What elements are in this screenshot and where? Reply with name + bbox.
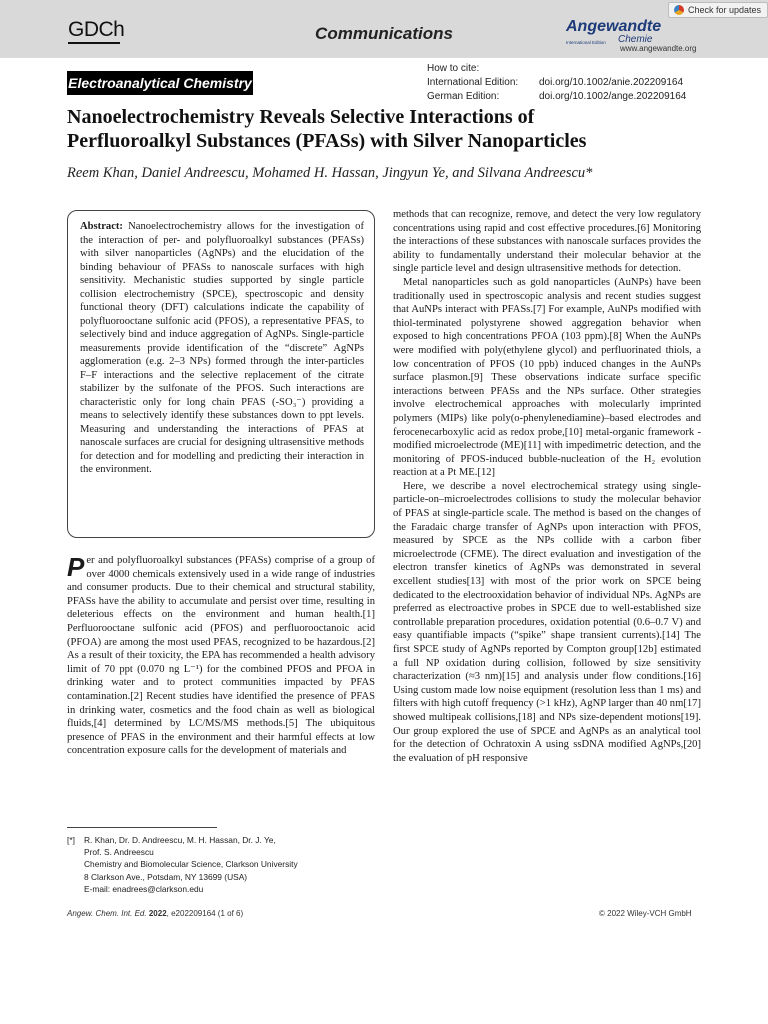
title-line-1: Nanoelectrochemistry Reveals Selective Interactions of bbox=[67, 106, 535, 128]
abstract-text: Nanoelectrochemistry allows for the investigation of the interaction of per- and polyfluoroalkyl substances (PFASs) with silver nanoparticles (AgNPs) and the elucidation of the binding behaviour of PFASs to nanoscale surfaces with high sensitivity. Mechanistic studies supported by single particle collision electrochemistry (SPCE), spectroscopic and density functional theory (DFT) calculations indicate the capability of polyfluorooctane sulfonic acid (PFOS), a representative PFAS, to selectively bind and induce aggregation of AgNPs. Single-particle measurements provide identification of the “discrete” AgNPs agglomeration (e.g. 2–3 NPs) formed through the inter-particles F–F interactions and the selective replacement of the citrate stabilizer by the sulfonate of the PFOS. Such interactions are characteristic only for long chain PFAS (-SO₃⁻) providing a means to selectively identify these substances down to ppt levels. Measuring and understanding the interactions of PFAS at nanoscale surfaces are crucial for designing ultrasensitive methods for detection and for modelling and predicting their interaction in the environment. bbox=[80, 221, 364, 475]
abstract-label: Abstract: bbox=[80, 221, 123, 232]
page-footer-citation: Angew. Chem. Int. Ed. 2022, e202209164 (1 of 6) bbox=[67, 909, 244, 918]
how-to-cite bbox=[427, 62, 686, 104]
check-updates-label: Check for updates bbox=[688, 5, 762, 15]
author-list: Reem Khan, Daniel Andreescu, Mohamed H. Hassan, Jingyun Ye, and Silvana Andreescu* bbox=[67, 165, 593, 181]
body-left-column bbox=[67, 554, 375, 758]
affiliation-footnote bbox=[67, 834, 375, 895]
article-title bbox=[67, 105, 707, 153]
check-for-updates-button[interactable] bbox=[668, 2, 768, 18]
footnote-divider bbox=[67, 827, 217, 828]
category-banner: Electroanalytical Chemistry bbox=[67, 71, 253, 95]
cite-german-label: German Edition: bbox=[427, 91, 500, 102]
angewandte-logo bbox=[566, 18, 711, 56]
cite-international-label: International Edition: bbox=[427, 77, 519, 88]
journal-url: www.angewandte.org bbox=[620, 44, 697, 53]
title-line-2: Perfluoroalkyl Substances (PFASs) with Silver Nanoparticles bbox=[67, 130, 587, 152]
cite-heading: How to cite: bbox=[427, 63, 480, 74]
body-paragraph: Metal nanoparticles such as gold nanoparticles (AuNPs) have been traditionally used in spectroscopic analysis and recent studies suggest that AuNPs interact with PFASs.[7] For example, AuNPs modified with thiol-terminated polystyrene showed aggregation behavior when exposed to high concentrations PFOA (103 ppm).[8] When the AuNPs were modified with poly(ethylene glycol) and perfluorinated thiols, a low concentration of PFOS (10 ppb) induced changes in the AuNPs surface plasmon.[9] These observations indicate surface specific interactions between PFASs and the NPs surface. Other strategies involve electrochemical approaches with molecularly imprinted polymers (MIPs) like poly(o-phenylenediamine)–based electrodes and ferocenecarboxylic acid as redox probe,[10] metal-organic framework -modified microelectrode (ME)[11] with impedimetric detection, and the monitoring of PFOS-induced bubble-nucleation of the H₂ evolution reaction at a Pt ME.[12] bbox=[393, 276, 701, 479]
abstract-box bbox=[67, 210, 375, 538]
footnote-line-2: Prof. S. Andreescu bbox=[84, 847, 154, 858]
footer-article-id: e202209164 (1 of 6) bbox=[171, 909, 244, 918]
logo-edition-text: International Edition bbox=[566, 40, 606, 45]
cite-international bbox=[427, 76, 686, 90]
body-right-column bbox=[393, 208, 701, 765]
logo-main-text: Angewandte bbox=[566, 18, 662, 35]
footer-journal: Angew. Chem. Int. Ed. bbox=[67, 909, 147, 918]
cite-german bbox=[427, 90, 686, 104]
footnote-email[interactable]: E-mail: enadrees@clarkson.edu bbox=[84, 883, 204, 894]
body-left-text: er and polyfluoroalkyl substances (PFASs) comprise of a group of over 4000 chemicals extensively used in a wide range of industries and consumer products. Due to their chemical and structural stability, PFASs have the ability to accumulate and persist over time, resulting in deleterious effects on the environment and human health.[1] Perfluorooctane sulfonic acid (PFOS) and perfluorooctanoic acid (PFOA) are among the most used PFAS, recognized to be hazardous.[2] As a result of their toxicity, the EPA has recommended a health advisory limit of 70 ppt (0.070 ng L⁻¹) for the combined PFOS and PFOA in drinking water and to protect communities impacted by PFAS contamination.[2] Recent studies have identified the presence of PFAS in drinking water, cosmetics and the food chain as well as biological fluids,[4] determined by LC/MS/MS methods.[5] The ubiquitous presence of PFAS in the environment and their harmful effects at low concentration exposure calls for the development of materials and bbox=[67, 555, 375, 757]
logo-chemie-text: Chemie bbox=[618, 34, 653, 45]
body-paragraph: methods that can recognize, remove, and detect the very low regulatory concentrations using rapid and cost effective procedures.[6] Monitoring the interactions of these substances with nanoscale surfaces provides the ability to fundamentally understand their molecular behavior at the single particle level and design ultrasensitive methods for detection. bbox=[393, 209, 701, 275]
journal-header bbox=[0, 0, 768, 58]
footnote-line-3: Chemistry and Biomolecular Science, Clarkson University bbox=[84, 859, 298, 870]
footnote-line-1: R. Khan, Dr. D. Andreescu, M. H. Hassan, Dr. J. Ye, bbox=[84, 835, 276, 845]
crossmark-icon bbox=[674, 5, 684, 15]
footer-year: 2022 bbox=[148, 909, 167, 918]
cite-international-doi[interactable]: doi.org/10.1002/anie.202209164 bbox=[539, 77, 684, 88]
footnote-line-4: 8 Clarkson Ave., Potsdam, NY 13699 (USA) bbox=[84, 871, 248, 882]
footnote-mark: [*] bbox=[67, 835, 75, 845]
section-label: Communications bbox=[315, 24, 453, 43]
drop-cap: P bbox=[67, 552, 85, 582]
cite-german-doi[interactable]: doi.org/10.1002/ange.202209164 bbox=[539, 91, 687, 102]
page-footer-copyright: © 2022 Wiley-VCH GmbH bbox=[599, 909, 692, 918]
body-paragraph: Here, we describe a novel electrochemical strategy using single-particle-on–microelectrodes collisions to study the molecular behavior of PFAS at single-particle scale. The method is based on the changes of the Faradaic charge transfer of AgNPs upon interaction with PFOS, measured by SPCE as the NPs collide with a carbon fiber microelectrode (CFME). The direct evaluation and investigation of the electron transfer kinetics of AgNPs was demonstrated in several excellent studies[13] with most of the prior work on SPCE being dedicated to the electrooxidation behavior of individual NPs. AgNPs are preferred as electroactive probes in SPCE due to well-established size controllable preparation procedures, oxidation potential (0.6–0.7 V) and easy quantifiable impacts (“spike” shape transient currents).[14] The first SPCE study of AgNPs reported by Compton group[12b] estimated a full NP oxidation during collision, followed by size sensitivity characterization (≈3 nm)[15] and analysis under flow conditions.[16] Using custom made low noise equipment (resolution less than 1 ms) and filters with high cutoff frequency (>1 kHz), AgNP larger than 40 nm[17] showed multipeak collisions,[18] and NPs size-dependent motions[19]. Our group explored the use of SPCE and AgNPs as an analytical tool for the detection of Ochratoxin A using ssDNA modified AgNPs,[20] the evaluation of pH responsive bbox=[393, 480, 701, 764]
gdch-logo: GDCh bbox=[68, 18, 125, 41]
